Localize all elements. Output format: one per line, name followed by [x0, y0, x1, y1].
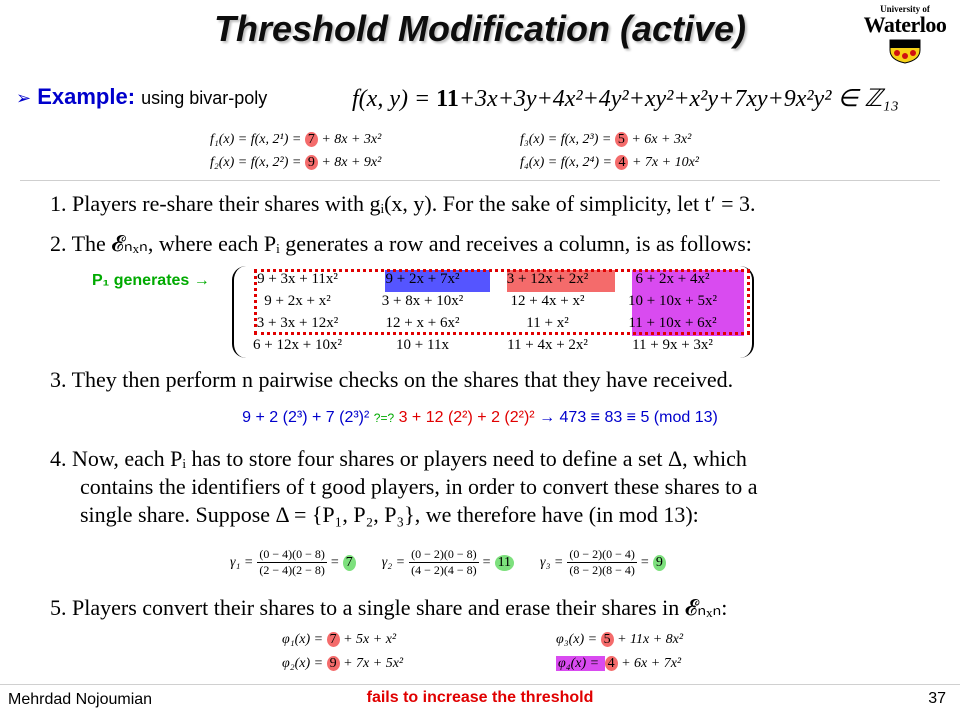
logo-line1: University of [880, 4, 930, 14]
matrix-cell: 10 + 10x + 5x² [628, 293, 717, 309]
check-right: 3 + 12 (2²) + 2 (2²)² [394, 409, 535, 426]
step-4-line3: single share. Suppose Δ = {P₁, P₂, P₃}, we therefore have (in mod 13): [80, 502, 699, 527]
f3-line: f₃(x) = f(x, 2³) = 5 + 6x + 3x² [520, 132, 692, 147]
gamma-coefficients [230, 547, 666, 578]
phi3-line: φ₃(x) = 5 + 11x + 8x² [556, 632, 684, 647]
check-left: 9 + 2 (2³) + 7 (2³)² [242, 409, 374, 426]
step-4-line2: contains the identifiers of t good players, in order to convert these shares to a [80, 474, 758, 499]
footer-divider [0, 684, 960, 685]
phi1-line: φ₁(x) = 7 + 5x + x² [282, 632, 397, 647]
phi2-line: φ₂(x) = 9 + 7x + 5x² [282, 656, 404, 671]
matrix-cell: 11 + 10x + 6x² [628, 315, 717, 331]
f1-highlight: 7 [305, 132, 318, 147]
bullet-arrow-icon: ➢ [16, 88, 32, 108]
matrix-cell: 11 + 4x + 2x² [507, 337, 588, 353]
matrix-cell: 12 + 4x + x² [510, 293, 585, 309]
f4-line: f₄(x) = f(x, 2⁴) = 4 + 7x + 10x² [520, 155, 700, 170]
f4-highlight: 4 [615, 155, 628, 170]
footer-note: fails to increase the threshold [366, 689, 594, 706]
polynomial [352, 84, 899, 113]
university-logo [860, 4, 950, 68]
matrix-cell: 9 + 2x + x² [264, 293, 331, 309]
shield-icon [888, 38, 922, 64]
p1-generates-label: P₁ generates → [92, 272, 210, 289]
matrix-cell: 11 + 9x + 3x² [632, 337, 713, 353]
slide-title: Threshold Modification (active) [213, 8, 747, 49]
matrix-row [235, 290, 750, 312]
matrix-cell: 3 + 12x + 2x² [506, 271, 589, 287]
step-4-line1: 4. Now, each Pᵢ has to store four shares or players need to define a set Δ, which [50, 446, 747, 471]
step-1: 1. Players re-share their shares with gᵢ(x, y). For the sake of simplicity, let t′ = 3. [50, 191, 756, 216]
logo-line2: Waterloo [863, 12, 947, 37]
matrix-cell: 3 + 8x + 10x² [381, 293, 464, 309]
matrix-cell: 11 + x² [526, 315, 569, 331]
example-line [16, 84, 267, 110]
phi4-line: φ₄(x) = 4 + 6x + 7x² [558, 656, 682, 671]
matrix-cell: 9 + 3x + 11x² [257, 271, 338, 287]
gamma-2-value: 11 [495, 555, 514, 571]
matrix-row [235, 312, 750, 334]
step-3: 3. They then perform n pairwise checks on the shares that they have received. [50, 367, 734, 392]
step-2: 2. The 𝓔ₙₓₙ, where each Pᵢ generates a row and receives a column, is as follows: [50, 231, 752, 256]
example-label: Example: [37, 84, 136, 109]
gamma-2: γ₂ = $\frac{(0 - 2)(0 - 8)}{(4 - 2)(4 - 8)}$ = 11 [382, 547, 514, 578]
share-matrix [235, 268, 750, 356]
matrix-cell: 12 + x + 6x² [385, 315, 460, 331]
matrix-cell: 9 + 2x + 7x² [385, 271, 460, 287]
f1-line: f₁(x) = f(x, 2¹) = 7 + 8x + 3x² [210, 132, 382, 147]
check-question: ?=? [373, 411, 395, 425]
matrix-row [235, 334, 750, 356]
step-5: 5. Players convert their shares to a single share and erase their shares in 𝓔ₙₓₙ: [50, 595, 728, 620]
matrix-cell: 10 + 11x [396, 337, 449, 353]
divider [20, 180, 940, 181]
gamma-1-value: 7 [343, 555, 356, 571]
gamma-1: γ₁ = $\frac{(0 - 4)(0 - 8)}{(2 - 4)(2 - 8)}$ = 7 [230, 547, 356, 578]
footer-author: Mehrdad Nojoumian [8, 691, 153, 708]
poly-lhs: f(x, y) = [352, 86, 437, 112]
phi4-lhs-highlight: φ₄(x) = [558, 656, 603, 671]
gamma-3: γ₃ = $\frac{(0 - 2)(0 - 4)}{(8 - 2)(8 - 4)}$ = 9 [540, 547, 666, 578]
f2-line: f₂(x) = f(x, 2²) = 9 + 8x + 9x² [210, 155, 382, 170]
example-subtitle: using bivar-poly [141, 88, 268, 108]
f3-highlight: 5 [615, 132, 628, 147]
poly-rest: +3x+3y+4x²+4y²+xy²+x²y+7xy+9x²y² ∈ ℤ₁₃ [458, 86, 899, 112]
page-number: 37 [928, 690, 946, 707]
pairwise-check [0, 409, 960, 427]
matrix-cell: 3 + 3x + 12x² [256, 315, 339, 331]
matrix-cell: 6 + 12x + 10x² [253, 337, 342, 353]
matrix-row [235, 268, 750, 290]
check-result: → 473 ≡ 83 ≡ 5 (mod 13) [534, 409, 718, 426]
poly-constant: 11 [436, 86, 459, 112]
matrix-cell: 6 + 2x + 4x² [635, 271, 710, 287]
f2-highlight: 9 [305, 155, 318, 170]
gamma-3-value: 9 [653, 555, 666, 571]
